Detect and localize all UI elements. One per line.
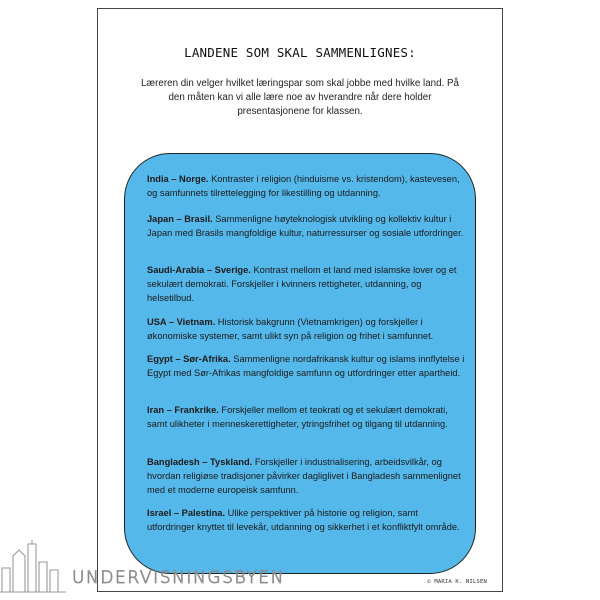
pair-title: Saudi-Arabia – Sverige. (147, 265, 251, 275)
pair-entry (147, 172, 465, 200)
pair-entry (147, 212, 465, 240)
intro-text: Læreren din velger hvilket læringspar som skal jobbe med hvilke land. På den måten kan vi alle lære noe av hverandre når dere holder presentasjonene for klassen. (140, 78, 459, 117)
page-title: LANDENE SOM SKAL SAMMENLIGNES: (184, 45, 416, 60)
pair-description: Historisk bakgrunn (Vietnamkrigen) og forskjeller i økonomiske systemer, samt ulikt syn på religion og frihet i samfunnet. (147, 317, 434, 342)
brand-watermark (0, 540, 330, 595)
pair-title: Bangladesh – Tyskland. (147, 457, 253, 467)
pair-title: Egypt – Sør-Afrika. (147, 354, 231, 364)
pair-description: Sammenligne nordafrikansk kultur og islams innflytelse i Egypt med Sør-Afrikas mangfoldige samfunn og utfordringer etter apartheid. (147, 354, 465, 379)
pair-description: Forskjeller mellom et teokrati og et sekulært demokrati, samt ulikheter i menneskerettigheter, ytringsfrihet og tilgang til utdanning. (147, 405, 448, 430)
pair-description: Sammenligne høyteknologisk utvikling og kollektiv kultur i Japan med Brasils mangfoldige kultur, naturressurser og sosiale utfordringer. (147, 214, 464, 239)
pair-entry (147, 455, 465, 498)
pair-title: Israel – Palestina. (147, 508, 226, 518)
worksheet-page (97, 8, 503, 592)
pair-description: Kontrast mellom et land med islamske lover og et sekulært demokrati. Forskjeller i kvinners rettigheter, utdanning, og helsetilbud. (147, 265, 457, 304)
pair-title: USA – Vietnam. (147, 317, 216, 327)
copyright-text: © MARIA K. NILSEN (427, 579, 487, 585)
city-skyline-icon (0, 540, 80, 595)
pair-description: Kontraster i religion (hinduisme vs. kristendom), kastevesen, og samfunnets tilrettelegging for likestilling og utdanning. (147, 174, 460, 199)
pair-entry (147, 352, 465, 380)
pair-title: Japan – Brasil. (147, 214, 213, 224)
pair-description: Forskjeller i industrialisering, arbeidsvilkår, og hvordan religiøse tradisjoner påvirker dagliglivet i Bangladesh sammenlignet med et moderne europeisk samfunn. (147, 457, 461, 496)
pair-title: India – Norge. (147, 174, 209, 184)
pair-entry (147, 315, 465, 343)
pair-description: Ulike perspektiver på historie og religion, samt utfordringer knyttet til levekår, utdanning og sikkerhet i et konfliktfylt område. (147, 508, 460, 533)
pair-entry (147, 403, 465, 431)
pair-entry (147, 506, 465, 534)
country-pairs-box (124, 153, 476, 574)
pair-title: Iran – Frankrike. (147, 405, 219, 415)
brand-name: UNDERVISNINGSBYEN (72, 568, 285, 588)
pair-entry (147, 263, 465, 306)
